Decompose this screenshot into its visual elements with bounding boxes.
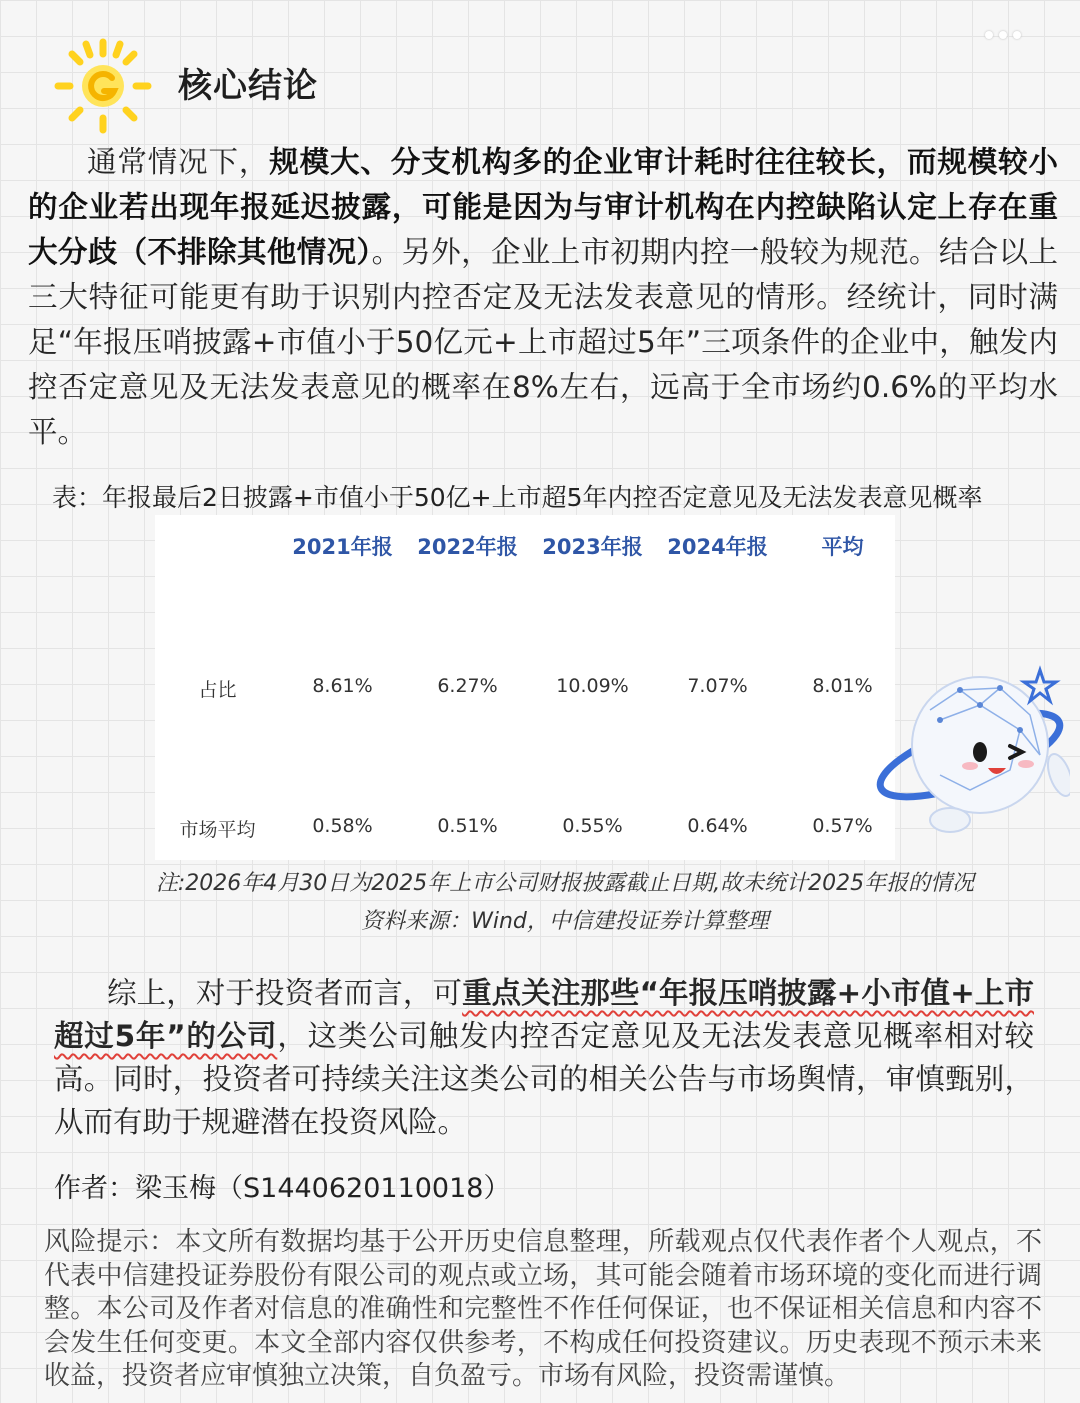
risk-disclaimer: 风险提示：本文所有数据均基于公开历史信息整理，所载观点仅代表作者个人观点，不代表中信建投证券股份有限公司的观点或立场，其可能会随着市场环境的变化而进行调整。本公司及作者对信息的准确性和完整性不作任何保证，也不保证相关信息和内容不会发生任何变更。本文全部内容仅供参考，不构成任何投资建议。历史表现不预示未来收益，投资者应审慎独立决策，自负盈亏。市场有风险，投资需谨慎。 bbox=[44, 1227, 1042, 1391]
table-cell: 0.55% bbox=[562, 815, 623, 837]
table-cell: 7.07% bbox=[687, 675, 748, 697]
sun-icon bbox=[50, 36, 156, 136]
table-source: 资料来源：Wind，中信建投证券计算整理 bbox=[361, 909, 769, 934]
table-note: 注:2026年4月30日为2025年上市公司财报披露截止日期,故未统计2025年报的情况 bbox=[155, 871, 975, 896]
table-cell: 0.64% bbox=[687, 815, 748, 837]
table-caption: 表：年报最后2日披露+市值小于50亿+上市超5年内控否定意见及无法发表意见概率 bbox=[52, 483, 983, 512]
table-cell: 8.01% bbox=[812, 675, 873, 697]
para2-highlight: 重点关注那些“年报压哨披露+小市值+上市超过5年”的公司 bbox=[54, 976, 1034, 1053]
table-cell: 6.27% bbox=[437, 675, 498, 697]
col-header-2021: 2021年报 bbox=[292, 535, 393, 559]
para2-rest: ，这类公司触发内控否定意见及无法发表意见概率相对较高。同时，投资者可持续关注这类公司的相关公告与市场舆情，审慎甄别，从而有助于规避潜在投资风险。 bbox=[54, 1019, 1034, 1139]
table-cell: 0.51% bbox=[437, 815, 498, 837]
para1-lead: 通常情况下， bbox=[87, 145, 270, 179]
table-cell: 0.57% bbox=[812, 815, 873, 837]
col-header-2024: 2024年报 bbox=[667, 535, 768, 559]
para2-lead: 综上，对于投资者而言，可 bbox=[107, 976, 463, 1010]
para1-bold: 规模大、分支机构多的企业审计耗时往往较长，而规模较小的企业若出现年报延迟披露，可能是因为与审计机构在内控缺陷认定上存在重大分歧（不排除其他情况） bbox=[28, 145, 1058, 269]
section-heading: 核心结论 bbox=[178, 66, 318, 106]
probability-table bbox=[155, 515, 895, 860]
col-header-2022: 2022年报 bbox=[417, 535, 518, 559]
page-indicator bbox=[985, 24, 1027, 43]
row-label-ratio: 占比 bbox=[198, 679, 237, 701]
author-line: 作者：梁玉梅（S1440620110018） bbox=[54, 1173, 511, 1204]
col-header-average: 平均 bbox=[821, 535, 864, 559]
conclusion-paragraph bbox=[28, 140, 1058, 455]
summary-paragraph bbox=[54, 972, 1034, 1144]
col-header-2023: 2023年报 bbox=[542, 535, 643, 559]
table-cell: 8.61% bbox=[312, 675, 373, 697]
para1-rest: 。另外，企业上市初期内控一般较为规范。结合以上三大特征可能更有助于识别内控否定及无法发表意见的情形。经统计，同时满足“年报压哨披露+市值小于50亿元+上市超过5年”三项条件的企业中，触发内控否定意见及无法发表意见的概率在8%左右，远高于全市场约0.6%的平均水平。 bbox=[28, 235, 1058, 449]
mascot-globe-icon bbox=[870, 660, 1070, 840]
table-cell: 0.58% bbox=[312, 815, 373, 837]
table-cell: 10.09% bbox=[556, 675, 629, 697]
row-label-market-average: 市场平均 bbox=[179, 819, 256, 841]
